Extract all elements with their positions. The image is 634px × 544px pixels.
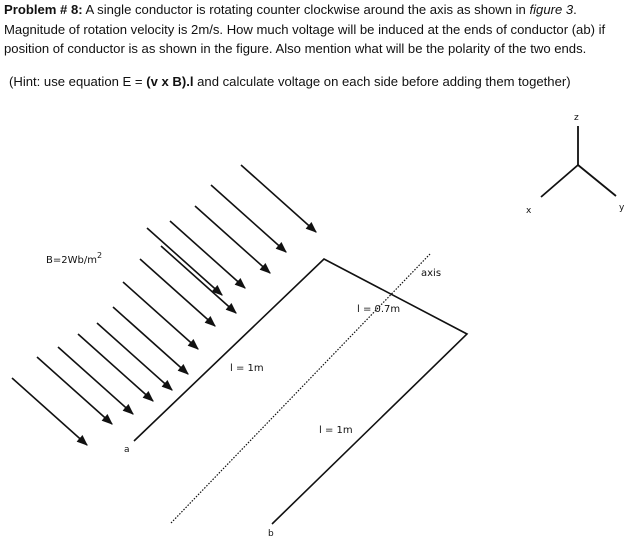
coord-y-label: y [619,203,625,213]
field-label: $B=2Wb/m^2$ [46,251,103,266]
y-axis-line [578,165,616,196]
figure-reference: figure 3 [529,2,574,17]
problem-text-1: A single conductor is rotating counter clockwise around the axis as shown in [82,2,530,17]
end-b-label: b [268,529,274,539]
hint-close: and calculate voltage on each side before adding them together) [193,74,571,89]
field-arrow [12,378,87,445]
field-arrow [161,246,236,313]
hint-equation: (v x B).l [146,74,194,89]
problem-label: Problem # 8: [4,2,83,17]
field-arrow [113,307,188,374]
coordinate-axes [541,126,616,197]
field-arrow [37,357,112,424]
field-arrow [195,206,270,273]
coord-z-label: z [574,113,579,123]
x-axis-line [541,165,578,197]
length-label-top: l = 0.7m [357,304,401,315]
end-a-label: a [124,445,130,455]
field-arrow [78,334,153,401]
axis-label: axis [421,268,442,279]
field-arrow [140,259,215,326]
field-arrow [58,347,133,414]
field-arrow [97,323,172,390]
hint-open: (Hint: use equation E = [9,74,147,89]
field-arrow [147,228,222,295]
coord-x-label: x [526,206,532,216]
field-arrow [123,282,198,349]
problem-text-2: . Magnitude of rotation velocity is 2m/s. How much voltage will be induced at the ends of conductor (ab) if position of conductor is as shown in the figure. Also mention what will be the polarity of the two ends. [4,2,606,56]
length-label-right: l = 1m [319,425,353,436]
field-arrow [170,221,245,288]
magnetic-field-arrows [12,165,316,445]
length-label-left: l = 1m [230,363,264,374]
